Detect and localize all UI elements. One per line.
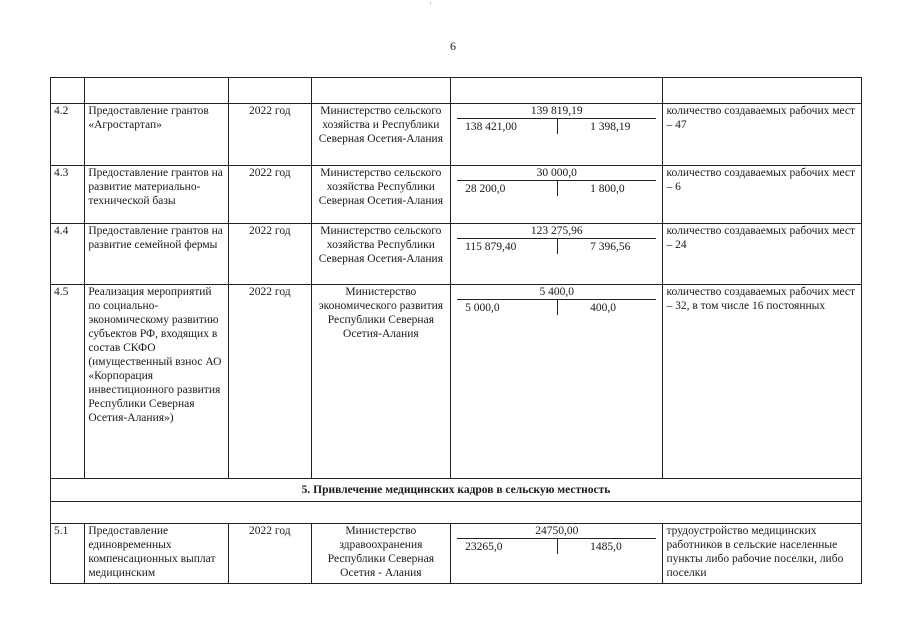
table-row — [51, 524, 862, 584]
financing — [451, 524, 663, 584]
year: 2022 год — [229, 524, 312, 584]
financing — [451, 166, 663, 224]
indicator: трудоустройство медицинских работников в сельские населенные пункты либо рабочие поселки, либо поселки — [663, 524, 862, 584]
financing-total: 24750,00 — [457, 524, 656, 539]
financing-regional: 1485,0 — [557, 539, 662, 554]
table-row — [51, 104, 862, 166]
year: 2022 год — [229, 224, 312, 285]
spacer-row — [51, 502, 862, 524]
financing-total: 139 819,19 — [457, 104, 656, 119]
financing-total: 5 400,0 — [457, 285, 656, 300]
table-header-row — [51, 78, 862, 104]
spacer-cell — [51, 502, 862, 524]
table-row — [51, 285, 862, 479]
header-mark: ' — [430, 1, 432, 10]
financing-federal: 115 879,40 — [465, 241, 517, 253]
header-cell — [451, 78, 663, 104]
financing-regional: 7 396,56 — [557, 239, 662, 254]
year: 2022 год — [229, 285, 312, 479]
financing-regional: 1 800,0 — [557, 181, 662, 196]
header-cell — [663, 78, 862, 104]
page-number: 6 — [450, 39, 456, 53]
ministry: Министерство сельского хозяйства Республики Северная Осетия-Алания — [311, 224, 450, 285]
financing-federal: 138 421,00 — [465, 121, 517, 133]
financing — [451, 285, 663, 479]
measure-name: Предоставление грантов на развитие семейной фермы — [85, 224, 229, 285]
row-number: 4.3 — [51, 166, 85, 224]
financing-regional: 400,0 — [557, 300, 662, 315]
ministry: Министерство сельского хозяйства и Республики Северная Осетия-Алания — [311, 104, 450, 166]
section-row — [51, 479, 862, 502]
section-title: 5. Привлечение медицинских кадров в сельскую местность — [51, 479, 862, 502]
header-cell — [311, 78, 450, 104]
indicator: количество создаваемых рабочих мест – 47 — [663, 104, 862, 166]
header-cell — [51, 78, 85, 104]
financing — [451, 224, 663, 285]
row-number: 5.1 — [51, 524, 85, 584]
indicator: количество создаваемых рабочих мест – 24 — [663, 224, 862, 285]
measure-name: Предоставление единовременных компенсационных выплат медицинским — [85, 524, 229, 584]
financing-total: 30 000,0 — [457, 166, 656, 181]
row-number: 4.2 — [51, 104, 85, 166]
financing-federal: 5 000,0 — [465, 302, 500, 314]
row-number: 4.4 — [51, 224, 85, 285]
year: 2022 год — [229, 104, 312, 166]
table-row — [51, 224, 862, 285]
header-cell — [229, 78, 312, 104]
year: 2022 год — [229, 166, 312, 224]
measure-name: Реализация мероприятий по социально-экономическому развитию субъектов РФ, входящих в состав СКФО (имущественный взнос АО «Корпорация инвестиционного развития Республики Северная Осетия-Алания») — [85, 285, 229, 479]
table-row — [51, 166, 862, 224]
financing-federal: 23265,0 — [465, 541, 503, 553]
header-cell — [85, 78, 229, 104]
measure-name: Предоставление грантов на развитие материально-технической базы — [85, 166, 229, 224]
ministry: Министерство экономического развития Республики Северная Осетия-Алания — [311, 285, 450, 479]
ministry: Министерство здравоохранения Республики Северная Осетия - Алания — [311, 524, 450, 584]
measure-name: Предоставление грантов «Агростартап» — [85, 104, 229, 166]
financing-federal: 28 200,0 — [465, 183, 506, 195]
measures-table — [50, 77, 862, 584]
financing-total: 123 275,96 — [457, 224, 656, 239]
indicator: количество создаваемых рабочих мест – 6 — [663, 166, 862, 224]
financing-regional: 1 398,19 — [557, 119, 662, 134]
indicator: количество создаваемых рабочих мест – 32, в том числе 16 постоянных — [663, 285, 862, 479]
financing — [451, 104, 663, 166]
ministry: Министерство сельского хозяйства Республики Северная Осетия-Алания — [311, 166, 450, 224]
row-number: 4.5 — [51, 285, 85, 479]
